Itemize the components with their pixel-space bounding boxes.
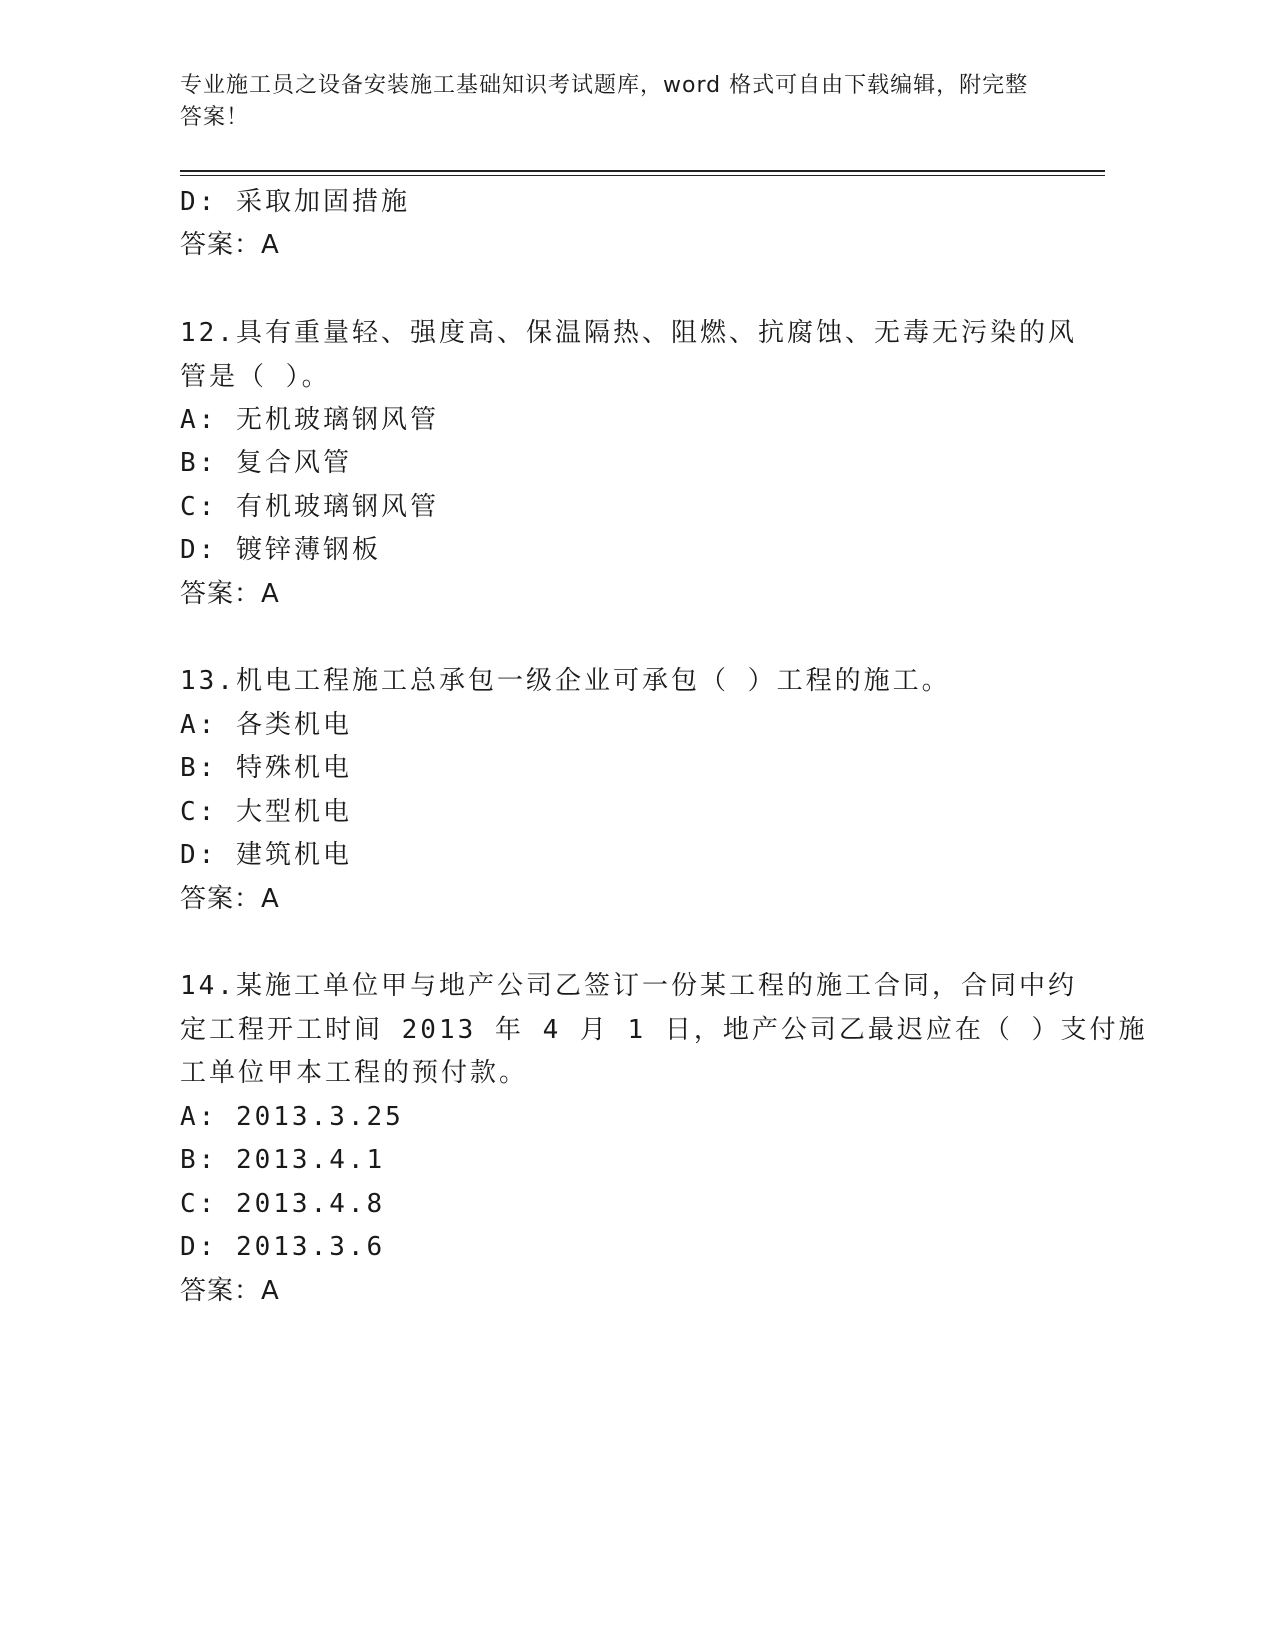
question-stem-line: 12.具有重量轻、强度高、保温隔热、阻燃、抗腐蚀、无毒无污染的风 [180, 318, 1077, 348]
header-divider [180, 170, 1105, 172]
option-b: B: 2013.4.1 [180, 1145, 386, 1175]
answer: 答案：A [180, 884, 280, 914]
option-c: C: 大型机电 [180, 797, 352, 827]
option-c: C: 2013.4.8 [180, 1189, 386, 1219]
question-stem-line: 管是（ ）。 [180, 362, 331, 392]
answer: 答案：A [180, 579, 280, 609]
option-b: B: 复合风管 [180, 448, 352, 478]
question-stem-line: 14.某施工单位甲与地产公司乙签订一份某工程的施工合同，合同中约 [180, 971, 1077, 1001]
header-divider-thin [180, 175, 1105, 176]
question-stem-line: 定工程开工时间 2013 年 4 月 1 日，地产公司乙最迟应在（ ）支付施 [180, 1015, 1148, 1045]
option-d: D: 2013.3.6 [180, 1232, 386, 1262]
option-b: B: 特殊机电 [180, 753, 352, 783]
option-d: D: 镀锌薄钢板 [180, 535, 381, 565]
document-header: 专业施工员之设备安装施工基础知识考试题库，word 格式可自由下载编辑，附完整答案！ [180, 73, 1029, 130]
option-a: A: 2013.3.25 [180, 1102, 404, 1132]
option-a: A: 各类机电 [180, 710, 352, 740]
question-stem-line: 13.机电工程施工总承包一级企业可承包（ ）工程的施工。 [180, 666, 951, 696]
answer: 答案：A [180, 1276, 280, 1306]
option-d: D: 建筑机电 [180, 840, 352, 870]
prev-answer: 答案：A [180, 230, 280, 260]
option-a: A: 无机玻璃钢风管 [180, 405, 439, 435]
prev-option-d: D: 采取加固措施 [180, 187, 410, 217]
question-stem-line: 工单位甲本工程的预付款。 [180, 1058, 529, 1088]
option-c: C: 有机玻璃钢风管 [180, 492, 439, 522]
